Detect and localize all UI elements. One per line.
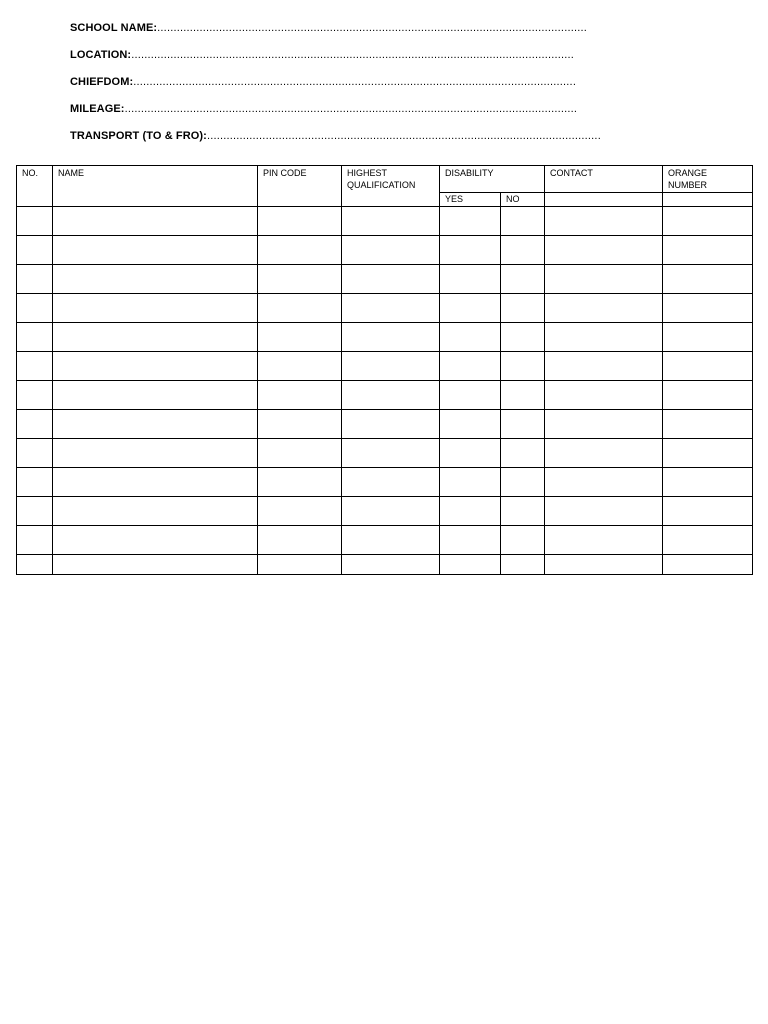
mileage-field[interactable] xyxy=(70,100,670,127)
qualification-cell[interactable] xyxy=(342,497,440,526)
qualification-cell[interactable] xyxy=(342,265,440,294)
pin-code-cell[interactable] xyxy=(258,236,342,265)
pin-code-cell[interactable] xyxy=(258,439,342,468)
orange-number-cell[interactable] xyxy=(663,265,753,294)
mileage-blank: ........................................................................................................................................... xyxy=(124,103,578,115)
table-row xyxy=(17,555,753,575)
qualification-cell[interactable] xyxy=(342,526,440,555)
orange-number-cell[interactable] xyxy=(663,207,753,236)
form-header-fields xyxy=(70,19,670,154)
contact-cell[interactable] xyxy=(545,236,663,265)
qualification-cell[interactable] xyxy=(342,381,440,410)
pin-code-cell[interactable] xyxy=(258,352,342,381)
header-contact-sub-blank xyxy=(545,193,663,207)
disability-yes-cell[interactable] xyxy=(440,294,501,323)
orange-number-cell[interactable] xyxy=(663,381,753,410)
header-contact: CONTACT xyxy=(545,166,663,193)
header-pin-code: PIN CODE xyxy=(258,166,342,207)
orange-number-cell[interactable] xyxy=(663,410,753,439)
pin-code-cell[interactable] xyxy=(258,497,342,526)
disability-yes-cell[interactable] xyxy=(440,439,501,468)
chiefdom-blank: ........................................................................................................................................ xyxy=(133,76,577,88)
contact-cell[interactable] xyxy=(545,352,663,381)
location-label: LOCATION: xyxy=(70,49,132,61)
disability-no-cell[interactable] xyxy=(501,323,545,352)
orange-number-cell[interactable] xyxy=(663,323,753,352)
name-cell[interactable] xyxy=(53,352,258,381)
location-field[interactable] xyxy=(70,46,670,73)
orange-number-cell[interactable] xyxy=(663,236,753,265)
disability-yes-cell[interactable] xyxy=(440,207,501,236)
orange-number-cell[interactable] xyxy=(663,526,753,555)
staff-register-table xyxy=(16,165,753,575)
disability-yes-cell[interactable] xyxy=(440,236,501,265)
qualification-cell[interactable] xyxy=(342,236,440,265)
name-cell[interactable] xyxy=(53,439,258,468)
contact-cell[interactable] xyxy=(545,207,663,236)
contact-cell[interactable] xyxy=(545,323,663,352)
disability-no-cell[interactable] xyxy=(501,439,545,468)
contact-cell[interactable] xyxy=(545,439,663,468)
disability-yes-cell[interactable] xyxy=(440,265,501,294)
name-cell[interactable] xyxy=(53,555,258,575)
orange-number-cell[interactable] xyxy=(663,497,753,526)
pin-code-cell[interactable] xyxy=(258,323,342,352)
disability-no-cell[interactable] xyxy=(501,555,545,575)
chiefdom-field[interactable] xyxy=(70,73,670,100)
name-cell[interactable] xyxy=(53,236,258,265)
table-row xyxy=(17,526,753,555)
no-cell[interactable] xyxy=(17,381,53,410)
name-cell[interactable] xyxy=(53,410,258,439)
table-row xyxy=(17,410,753,439)
name-cell[interactable] xyxy=(53,294,258,323)
header-disability: DISABILITY xyxy=(440,166,545,193)
qualification-cell[interactable] xyxy=(342,352,440,381)
table-row xyxy=(17,352,753,381)
name-cell[interactable] xyxy=(53,526,258,555)
no-cell[interactable] xyxy=(17,439,53,468)
pin-code-cell[interactable] xyxy=(258,207,342,236)
disability-yes-cell[interactable] xyxy=(440,323,501,352)
header-orange-sub-blank xyxy=(663,193,753,207)
contact-cell[interactable] xyxy=(545,468,663,497)
contact-cell[interactable] xyxy=(545,381,663,410)
no-cell[interactable] xyxy=(17,294,53,323)
disability-yes-cell[interactable] xyxy=(440,381,501,410)
table-row xyxy=(17,323,753,352)
header-orange-number: ORANGE NUMBER xyxy=(663,166,753,193)
table-row xyxy=(17,439,753,468)
disability-yes-cell[interactable] xyxy=(440,410,501,439)
table-row xyxy=(17,236,753,265)
transport-field[interactable] xyxy=(70,127,670,154)
table-header-row xyxy=(17,166,753,193)
pin-code-cell[interactable] xyxy=(258,294,342,323)
qualification-cell[interactable] xyxy=(342,468,440,497)
disability-no-cell[interactable] xyxy=(501,352,545,381)
name-cell[interactable] xyxy=(53,207,258,236)
table-row xyxy=(17,294,753,323)
table-row xyxy=(17,265,753,294)
header-name: NAME xyxy=(53,166,258,207)
no-cell[interactable] xyxy=(17,526,53,555)
disability-no-cell[interactable] xyxy=(501,207,545,236)
qualification-cell[interactable] xyxy=(342,410,440,439)
qualification-cell[interactable] xyxy=(342,555,440,575)
name-cell[interactable] xyxy=(53,265,258,294)
no-cell[interactable] xyxy=(17,323,53,352)
orange-number-cell[interactable] xyxy=(663,439,753,468)
disability-yes-cell[interactable] xyxy=(440,497,501,526)
contact-cell[interactable] xyxy=(545,497,663,526)
pin-code-cell[interactable] xyxy=(258,410,342,439)
disability-no-cell[interactable] xyxy=(501,265,545,294)
pin-code-cell[interactable] xyxy=(258,555,342,575)
disability-no-cell[interactable] xyxy=(501,294,545,323)
table-row xyxy=(17,468,753,497)
qualification-cell[interactable] xyxy=(342,439,440,468)
contact-cell[interactable] xyxy=(545,294,663,323)
location-blank: ........................................................................................................................................ xyxy=(131,49,575,61)
chiefdom-label: CHIEFDOM: xyxy=(70,76,134,88)
orange-number-cell[interactable] xyxy=(663,555,753,575)
disability-yes-cell[interactable] xyxy=(440,468,501,497)
name-cell[interactable] xyxy=(53,497,258,526)
no-cell[interactable] xyxy=(17,410,53,439)
school-name-blank: .................................................................................................................................... xyxy=(157,22,587,34)
disability-no-cell[interactable] xyxy=(501,381,545,410)
no-cell[interactable] xyxy=(17,555,53,575)
qualification-cell[interactable] xyxy=(342,294,440,323)
pin-code-cell[interactable] xyxy=(258,265,342,294)
pin-code-cell[interactable] xyxy=(258,468,342,497)
orange-number-cell[interactable] xyxy=(663,468,753,497)
table-row xyxy=(17,381,753,410)
no-cell[interactable] xyxy=(17,497,53,526)
pin-code-cell[interactable] xyxy=(258,381,342,410)
table-row xyxy=(17,497,753,526)
table-body xyxy=(17,207,753,575)
no-cell[interactable] xyxy=(17,265,53,294)
contact-cell[interactable] xyxy=(545,410,663,439)
name-cell[interactable] xyxy=(53,381,258,410)
disability-no-cell[interactable] xyxy=(501,497,545,526)
disability-no-cell[interactable] xyxy=(501,468,545,497)
pin-code-cell[interactable] xyxy=(258,526,342,555)
mileage-label: MILEAGE: xyxy=(70,103,125,115)
contact-cell[interactable] xyxy=(545,555,663,575)
disability-no-cell[interactable] xyxy=(501,236,545,265)
transport-label: TRANSPORT (TO & FRO): xyxy=(70,130,207,142)
transport-blank: ......................................................................................................................... xyxy=(206,130,601,142)
contact-cell[interactable] xyxy=(545,265,663,294)
name-cell[interactable] xyxy=(53,468,258,497)
no-cell[interactable] xyxy=(17,468,53,497)
no-cell[interactable] xyxy=(17,236,53,265)
disability-no-cell[interactable] xyxy=(501,410,545,439)
qualification-cell[interactable] xyxy=(342,323,440,352)
table-row xyxy=(17,207,753,236)
school-name-label: SCHOOL NAME: xyxy=(70,22,158,34)
school-name-field[interactable] xyxy=(70,19,670,46)
header-disability-yes: YES xyxy=(440,193,501,207)
orange-number-cell[interactable] xyxy=(663,352,753,381)
contact-cell[interactable] xyxy=(545,526,663,555)
header-disability-no: NO xyxy=(501,193,545,207)
no-cell[interactable] xyxy=(17,352,53,381)
name-cell[interactable] xyxy=(53,323,258,352)
qualification-cell[interactable] xyxy=(342,207,440,236)
disability-yes-cell[interactable] xyxy=(440,526,501,555)
disability-yes-cell[interactable] xyxy=(440,352,501,381)
header-no: NO. xyxy=(17,166,53,207)
disability-no-cell[interactable] xyxy=(501,526,545,555)
disability-yes-cell[interactable] xyxy=(440,555,501,575)
orange-number-cell[interactable] xyxy=(663,294,753,323)
no-cell[interactable] xyxy=(17,207,53,236)
header-highest-qualification: HIGHEST QUALIFICATION xyxy=(342,166,440,207)
